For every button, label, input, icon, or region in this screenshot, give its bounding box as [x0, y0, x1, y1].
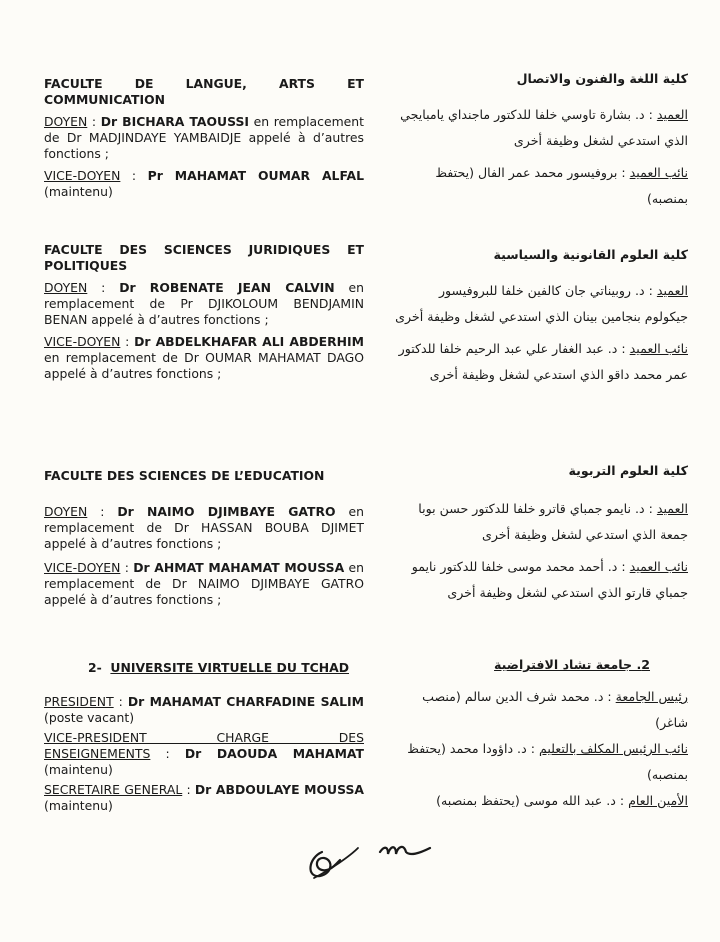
- section-title-cont: COMMUNICATION: [44, 92, 166, 107]
- vice-president-detail: (maintenu): [44, 762, 113, 777]
- ar-dean-label: العميد: [656, 501, 688, 516]
- ar-dean-text: د. روبيناتي جان كالفين خلفا للبروفيسور جيكولوم بنجامين بينان الذي استدعي لشغل وظيفة أخرى: [395, 283, 688, 324]
- vice-dean-detail: en remplacement de Dr OUMAR MAHAMAT DAGO appelé à d’autres fonctions ;: [44, 350, 364, 381]
- ar-vice-dean-label: نائب العميد: [629, 165, 688, 180]
- faculty-language-section: [44, 76, 364, 200]
- ar-secretary-text: د. عبد الله موسى (يحتفظ بمنصبه): [436, 793, 616, 808]
- vice-dean-name: Dr AHMAT MAHAMAT MOUSSA: [133, 560, 345, 575]
- president-label: PRESIDENT: [44, 694, 114, 709]
- faculty-law-section: [44, 242, 364, 382]
- section-number: 2-: [88, 660, 102, 675]
- secretary-label: SECRETAIRE GENERAL: [44, 782, 183, 797]
- dean-detail: en remplacement de Dr HASSAN BOUBA DJIMET appelé à d’autres fonctions ;: [44, 504, 364, 551]
- ar-secretary-entry: الأمين العام : د. عبد الله موسى (يحتفظ بمنصبه): [436, 793, 688, 808]
- vice-president-label-cont: ENSEIGNEMENTS: [44, 746, 151, 761]
- ar-vice-dean-text: د. عبد الغفار علي عبد الرحيم خلفا للدكتور عمر محمد داقو الذي استدعي لشغل وظيفة أخرى: [398, 341, 688, 382]
- dean-name: Dr NAIMO DJIMBAYE GATRO: [117, 504, 336, 519]
- ar-dean-entry: العميد : د. روبيناتي جان كالفين خلفا للبروفيسور جيكولوم بنجامين بينان الذي استدعي لشغل وظيفة أخرى: [395, 283, 688, 324]
- vice-dean-entry: VICE-DOYEN : Dr ABDELKHAFAR ALI ABDERHIM en remplacement de Dr OUMAR MAHAMAT DAGO appelé à d’autres fonctions ;: [44, 334, 364, 381]
- ar-section-title: كلية اللغة والفنون والاتصال: [516, 71, 688, 86]
- ar-dean-entry: العميد : د. بشارة تاوسي خلفا للدكتور ماجنداي يامبايجي الذي استدعي لشغل وظيفة أخرى: [400, 107, 688, 148]
- ar-faculty-language-section: [392, 66, 688, 212]
- section-title: FACULTE DE LANGUE, ARTS ET: [44, 76, 364, 91]
- section-title: FACULTE DES SCIENCES JURIDIQUES ET: [44, 242, 364, 257]
- section-heading-text: UNIVERSITE VIRTUELLE DU TCHAD: [110, 660, 349, 675]
- ar-vice-dean-text: د. أحمد محمد موسى خلفا للدكتور نايمو جمباي قارتو الذي استدعي لشغل وظيفة أخرى: [411, 559, 688, 600]
- ar-vice-dean-text: بروفيسور محمد عمر الفال (يحتفظ بمنصبه): [435, 165, 688, 206]
- vice-dean-name: Pr MAHAMAT OUMAR ALFAL: [147, 168, 364, 183]
- vice-dean-label: VICE-DOYEN: [44, 334, 121, 349]
- dean-detail: en remplacement de Dr MADJINDAYE YAMBAIDJE appelé à d’autres fonctions ;: [44, 114, 364, 161]
- ar-vice-dean-label: نائب العميد: [629, 559, 688, 574]
- ar-section-title: كلية العلوم التربوية: [568, 463, 688, 478]
- vice-president-name: Dr DAOUDA MAHAMAT: [184, 746, 364, 761]
- vice-dean-name: Dr ABDELKHAFAR ALI ABDERHIM: [134, 334, 364, 349]
- ar-dean-label: العميد: [656, 283, 688, 298]
- dean-name: Dr BICHARA TAOUSSI: [100, 114, 249, 129]
- dean-label: DOYEN: [44, 280, 88, 295]
- ar-vice-president-label: نائب الرئيس المكلف بالتعليم: [538, 741, 688, 756]
- secretary-entry: SECRETAIRE GENERAL : Dr ABDOULAYE MOUSSA (maintenu): [44, 782, 364, 813]
- signature-image: [300, 830, 460, 900]
- ar-virtual-university-section: [392, 652, 688, 814]
- secretary-name: Dr ABDOULAYE MOUSSA: [194, 782, 364, 797]
- vice-dean-entry: VICE-DOYEN : Dr AHMAT MAHAMAT MOUSSA en remplacement de Dr NAIMO DJIMBAYE GATRO appelé à d’autres fonctions ;: [44, 560, 364, 607]
- ar-faculty-law-section: [392, 242, 688, 388]
- dean-entry: DOYEN : Dr ROBENATE JEAN CALVIN en remplacement de Pr DJIKOLOUM BENDJAMIN BENAN appelé à d’autres fonctions ;: [44, 280, 364, 327]
- vice-dean-entry: VICE-DOYEN : Pr MAHAMAT OUMAR ALFAL (maintenu): [44, 168, 364, 199]
- vice-dean-detail: en remplacement de Dr NAIMO DJIMBAYE GATRO appelé à d’autres fonctions ;: [44, 560, 364, 607]
- vice-president-entry: VICE-PRESIDENT CHARGE DES ENSEIGNEMENTS : Dr DAOUDA MAHAMAT (maintenu): [44, 730, 364, 777]
- ar-section-heading: [392, 652, 688, 678]
- section-title-cont: POLITIQUES: [44, 258, 128, 273]
- dean-entry: DOYEN : Dr NAIMO DJIMBAYE GATRO en remplacement de Dr HASSAN BOUBA DJIMET appelé à d’autres fonctions ;: [44, 504, 364, 551]
- ar-section-heading-text: 2. جامعة تشاد الافتراضية: [494, 657, 650, 672]
- ar-vice-dean-entry: نائب العميد : د. عبد الغفار علي عبد الرحيم خلفا للدكتور عمر محمد داقو الذي استدعي لشغل وظيفة أخرى: [398, 341, 688, 382]
- vice-dean-label: VICE-DOYEN: [44, 168, 121, 183]
- ar-dean-entry: العميد : د. نايمو جمباي قاترو خلفا للدكتور حسن بوبا جمعة الذي استدعي لشغل وظيفة أخرى: [418, 501, 688, 542]
- ar-president-text: د. محمد شرف الدين سالم (منصب شاغر): [422, 689, 688, 730]
- dean-entry: DOYEN : Dr BICHARA TAOUSSI en remplacement de Dr MADJINDAYE YAMBAIDJE appelé à d’autres fonctions ;: [44, 114, 364, 161]
- vice-dean-detail: (maintenu): [44, 184, 113, 199]
- ar-secretary-label: الأمين العام: [628, 793, 688, 808]
- ar-dean-label: العميد: [656, 107, 688, 122]
- president-entry: PRESIDENT : Dr MAHAMAT CHARFADINE SALIM (poste vacant): [44, 694, 364, 725]
- ar-dean-text: د. بشارة تاوسي خلفا للدكتور ماجنداي يامبايجي الذي استدعي لشغل وظيفة أخرى: [400, 107, 688, 148]
- ar-dean-text: د. نايمو جمباي قاترو خلفا للدكتور حسن بوبا جمعة الذي استدعي لشغل وظيفة أخرى: [418, 501, 688, 542]
- dean-label: DOYEN: [44, 114, 88, 129]
- president-detail: (poste vacant): [44, 710, 135, 725]
- vice-dean-label: VICE-DOYEN: [44, 560, 121, 575]
- faculty-education-section: [44, 468, 364, 608]
- ar-president-label: رئيس الجامعة: [615, 689, 688, 704]
- dean-detail: en remplacement de Pr DJIKOLOUM BENDJAMIN BENAN appelé à d’autres fonctions ;: [44, 280, 364, 327]
- ar-vice-dean-label: نائب العميد: [629, 341, 688, 356]
- virtual-university-section: [44, 660, 364, 814]
- ar-section-title: كلية العلوم القانونية والسياسية: [493, 247, 688, 262]
- ar-president-entry: رئيس الجامعة : د. محمد شرف الدين سالم (منصب شاغر): [422, 689, 688, 730]
- vice-president-label: VICE-PRESIDENT CHARGE DES: [44, 730, 364, 745]
- secretary-detail: (maintenu): [44, 798, 113, 813]
- ar-vice-dean-entry: نائب العميد : د. أحمد محمد موسى خلفا للدكتور نايمو جمباي قارتو الذي استدعي لشغل وظيفة أخرى: [411, 559, 688, 600]
- ar-vice-dean-entry: نائب العميد : بروفيسور محمد عمر الفال (يحتفظ بمنصبه): [435, 165, 688, 206]
- ar-faculty-education-section: [392, 458, 688, 606]
- president-name: Dr MAHAMAT CHARFADINE SALIM: [127, 694, 364, 709]
- ar-vice-president-entry: نائب الرئيس المكلف بالتعليم : د. داؤودا محمد (يحتفظ بمنصبه): [407, 741, 688, 782]
- dean-label: DOYEN: [44, 504, 88, 519]
- section-heading: [88, 660, 364, 676]
- ar-vice-president-text: د. داؤودا محمد (يحتفظ بمنصبه): [407, 741, 688, 782]
- section-title: FACULTE DES SCIENCES DE L’EDUCATION: [44, 468, 325, 483]
- dean-name: Dr ROBENATE JEAN CALVIN: [119, 280, 335, 295]
